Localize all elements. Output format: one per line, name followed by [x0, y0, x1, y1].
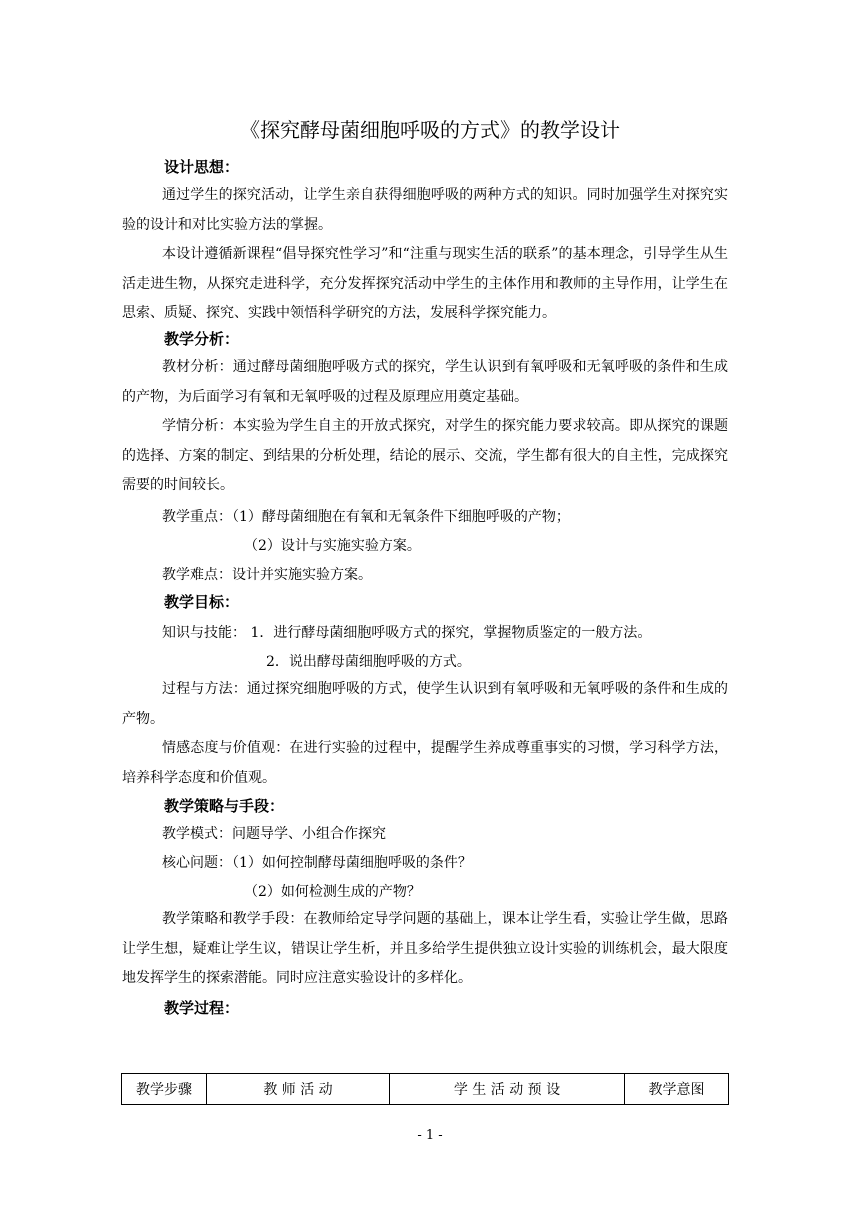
difficulty-point: 教学难点：设计并实施实验方案。	[162, 567, 372, 583]
heading-analysis: 教学分析：	[164, 330, 240, 348]
goal-emotion: 情感态度与价值观：在进行实验的过程中，提醒学生养成尊重事实的习惯，学习科学方法，培养科学态度和价值观。	[122, 740, 728, 786]
paragraph-design-idea-2: 本设计遵循新课程“倡导探究性学习”和“注重与现实生活的联系”的基本理念，引导学生从生活走进生物，从探究走进科学，充分发挥探究活动中学生的主体作用和教师的主导作用，让学生在思索、质疑、探究、实践中领悟科学研究的方法，发展科学探究能力。	[122, 246, 728, 321]
table-header-student: 学 生 活 动 预 设	[390, 1074, 625, 1105]
heading-goals: 教学目标：	[164, 593, 240, 611]
paragraph-design-idea-1: 通过学生的探究活动，让学生亲自获得细胞呼吸的两种方式的知识。同时加强学生对探究实验的设计和对比实验方法的掌握。	[122, 187, 728, 233]
goal-knowledge-2: 2．说出酵母菌细胞呼吸的方式。	[266, 654, 471, 670]
goal-knowledge-1: 知识与技能： 1．进行酵母菌细胞呼吸方式的探究，掌握物质鉴定的一般方法。	[162, 625, 652, 641]
core-question-1: 核心问题：（1）如何控制酵母菌细胞呼吸的条件？	[162, 855, 472, 871]
core-question-2: （2）如何检测生成的产物？	[244, 884, 421, 900]
heading-design-idea: 设计思想：	[164, 158, 240, 176]
paragraph-textbook-analysis: 教材分析：通过酵母菌细胞呼吸方式的探究，学生认识到有氧呼吸和无氧呼吸的条件和生成的产物，为后面学习有氧和无氧呼吸的过程及原理应用奠定基础。	[122, 359, 728, 405]
heading-process: 教学过程：	[164, 999, 240, 1017]
teaching-means: 教学策略和教学手段：在教师给定导学问题的基础上，课本让学生看，实验让学生做，思路让学生想，疑难让学生议，错误让学生析，并且多给学生提供独立设计实验的训练机会，最大限度地发挥学生的探索潜能。同时应注意实验设计的多样化。	[122, 911, 728, 986]
document-title: 《探究酵母菌细胞呼吸的方式》的教学设计	[240, 118, 620, 142]
key-point-1: 教学重点：（1）酵母菌细胞在有氧和无氧条件下细胞呼吸的产物；	[162, 509, 570, 525]
paragraph-student-analysis: 学情分析：本实验为学生自主的开放式探究，对学生的探究能力要求较高。即从探究的课题的选择、方案的制定、到结果的分析处理，结论的展示、交流，学生都有很大的自主性，完成探究需要的时间较长。	[122, 418, 728, 493]
process-table	[121, 1073, 729, 1105]
teaching-mode: 教学模式：问题导学、小组合作探究	[162, 826, 386, 842]
table-header-intent: 教学意图	[625, 1074, 729, 1105]
goal-process: 过程与方法：通过探究细胞呼吸的方式，使学生认识到有氧呼吸和无氧呼吸的条件和生成的产物。	[122, 681, 728, 727]
heading-strategy: 教学策略与手段：	[164, 797, 285, 815]
page-number: - 1 -	[417, 1128, 443, 1143]
key-point-2: （2）设计与实施实验方案。	[244, 538, 421, 554]
table-header-row	[122, 1074, 729, 1105]
table-header-step: 教学步骤	[122, 1074, 207, 1105]
table-header-teacher: 教 师 活 动	[207, 1074, 390, 1105]
